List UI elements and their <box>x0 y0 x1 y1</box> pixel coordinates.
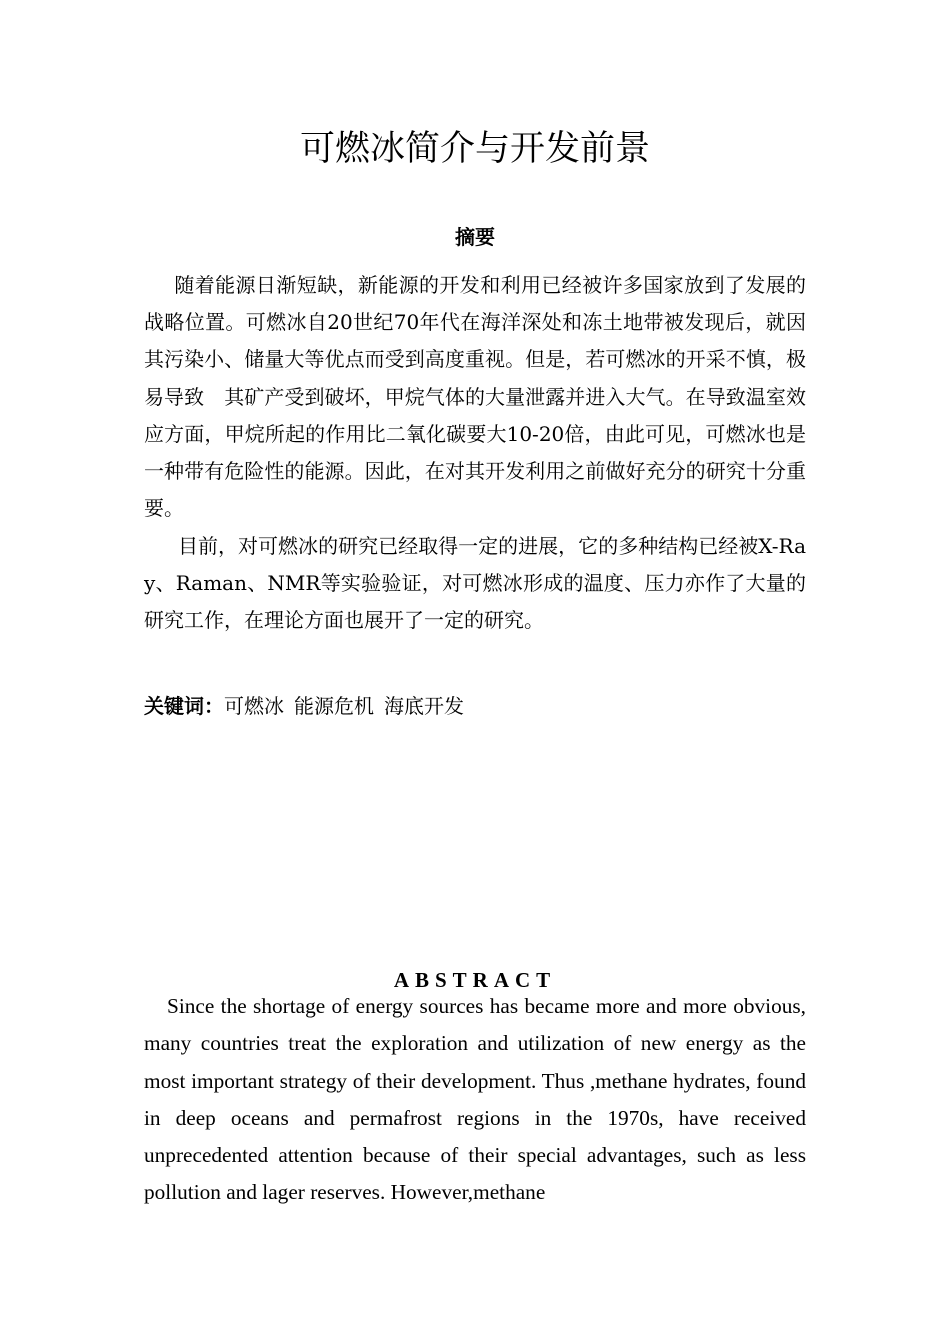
english-abstract-heading: ABSTRACT <box>393 968 557 992</box>
document-title: 可燃冰简介与开发前景 <box>299 129 650 169</box>
abstract-paragraph-2-text: 目前，对可燃冰的研究已经取得一定的进展，它的多种结构已经被X-Ray、Raman、NMR等实验验证，对可燃冰形成的温度、压力亦作了大量的研究工作，在理论方面也展开了一定的研究。 <box>144 534 806 633</box>
abstract-paragraph-1 <box>144 267 806 527</box>
keyword-item: 可燃冰 <box>224 694 284 718</box>
keyword-item: 海底开发 <box>384 694 464 718</box>
abstract-heading: 摘要 <box>455 225 495 249</box>
keywords-line <box>144 690 806 722</box>
keywords-label: 关键词： <box>144 694 224 718</box>
abstract-paragraph-2 <box>144 528 806 640</box>
keyword-item: 能源危机 <box>294 694 374 718</box>
abstract-paragraph-1-text: 随着能源日渐短缺，新能源的开发和利用已经被许多国家放到了发展的战略位置。可燃冰自20世纪70年代在海洋深处和冻土地带被发现后，就因其污染小、储量大等优点而受到高度重视。但是，若可燃冰的开采不慎，极易导致 其矿产受到破坏，甲烷气体的大量泄露并进入大气。在导致温室效应方面，甲烷所起的作用比二氧化碳要大10-20倍，由此可见，可燃冰也是一种带有危险性的能源。因此，在对其开发利用之前做好充分的研究十分重要。 <box>144 273 806 521</box>
english-abstract-body: Since the shortage of energy sources has became more and more obvious, many countries treat the exploration and utilization of new energy as the most important strategy of their development. Thus ,methane hydrates, found in deep oceans and permafrost regions in the 1970s, have received unprecedented attention because of their special advantages, such as less pollution and lager reserves. However,methane <box>144 994 806 1205</box>
